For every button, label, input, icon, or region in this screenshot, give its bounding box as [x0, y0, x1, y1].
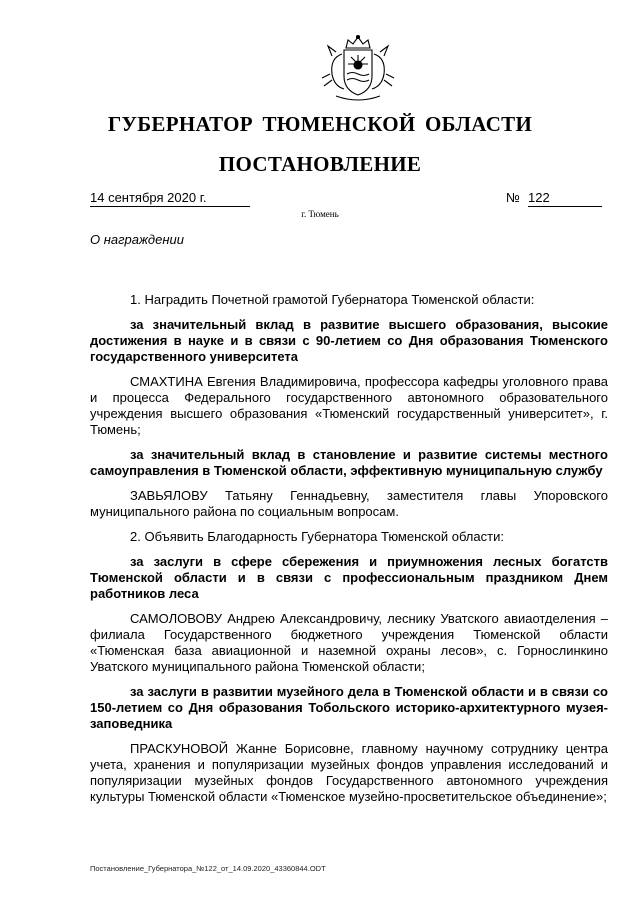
paragraph: ЗАВЬЯЛОВУ Татьяну Геннадьевну, заместителя главы Упоровского муниципального района по социальным вопросам.: [90, 488, 608, 519]
paragraph: за заслуги в развитии музейного дела в Тюменской области и в связи со 150-летием со Дня образования Тобольского историко-архитектурного музея-заповедника: [90, 684, 608, 731]
paragraph: за значительный вклад в становление и развитие системы местного самоуправления в Тюменской области, эффективную муниципальную службу: [90, 447, 608, 478]
footer-filename: Постановление_Губернатора_№122_от_14.09.2020_43360844.ODT: [90, 864, 326, 873]
paragraph: СМАХТИНА Евгения Владимировича, профессора кафедры уголовного права и процесса Федерального государственного автономного образовательного учреждения высшего образования «Тюменский государственный университет», г. Тюмень;: [90, 374, 608, 437]
city: г. Тюмень: [301, 209, 339, 219]
paragraph: за значительный вклад в развитие высшего образования, высокие достижения в науке и в связи с 90-летием со Дня образования Тюменского государственного университета: [90, 317, 608, 364]
number-sign: №: [506, 190, 520, 205]
tyumen-region-coat-of-arms-icon: [310, 34, 406, 104]
document-type: ПОСТАНОВЛЕНИЕ: [218, 152, 422, 176]
document-subject: О награждении: [90, 232, 184, 247]
paragraph: ПРАСКУНОВОЙ Жанне Борисовне, главному научному сотруднику центра учета, хранения и популяризации музейных фондов управления исследований и популяризации музейных фондов Государственного автономного учреждения культуры Тюменской области «Тюменское музейно-просветительское объединение»;: [90, 741, 608, 804]
document-date: 14 сентября 2020 г.: [90, 190, 250, 207]
org-title: ГУБЕРНАТОР ТЮМЕНСКОЙ ОБЛАСТИ: [107, 112, 533, 136]
document-body: [90, 292, 608, 814]
paragraph: 1. Наградить Почетной грамотой Губернатора Тюменской области:: [130, 292, 535, 307]
paragraph: САМОЛОВОВУ Андрею Александровичу, леснику Уватского авиаотделения – филиала Государственного бюджетного учреждения Тюменской области «Тюменская база авиационной и наземной охраны лесов», с. Горнослинкино Уватского муниципального района Тюменской области;: [90, 611, 608, 674]
document-number: 122: [528, 190, 602, 207]
document-number-field: [506, 190, 604, 207]
paragraph: за заслуги в сфере сбережения и приумножения лесных богатств Тюменской области и в связи с профессиональным праздником Днем работников леса: [90, 554, 608, 601]
paragraph: 2. Объявить Благодарность Губернатора Тюменской области:: [130, 529, 504, 544]
